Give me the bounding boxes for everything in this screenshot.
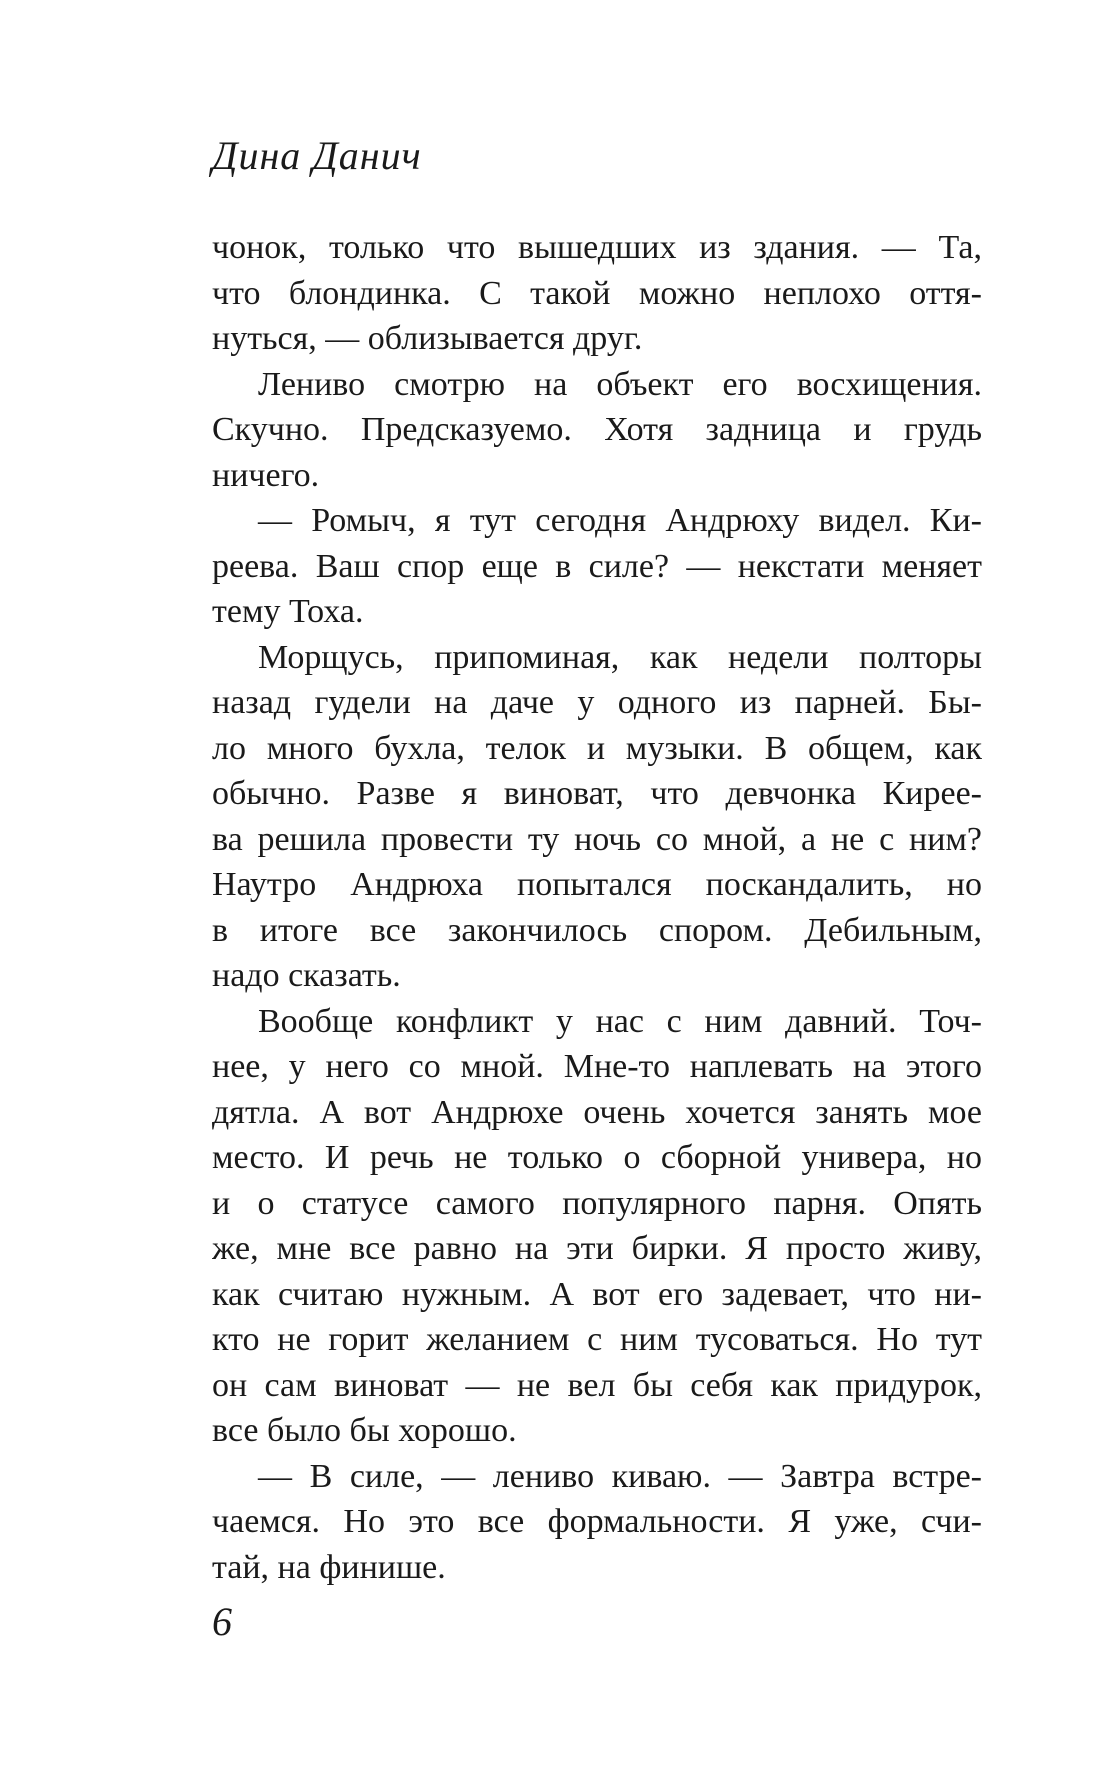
text-line: дятла. А вот Андрюхе очень хочется занять мое xyxy=(212,1093,982,1131)
text-line: же, мне все равно на эти бирки. Я просто живу, xyxy=(212,1230,982,1267)
page-number: 6 xyxy=(212,1599,232,1644)
text-line: кто не горит желанием с ним тусоваться. Но тут xyxy=(212,1321,982,1358)
text-line: и о статусе самого популярного парня. Опять xyxy=(212,1184,982,1222)
paragraph xyxy=(212,999,982,1454)
text-line: ва решила провести ту ночь со мной, а не с ним? xyxy=(212,820,982,858)
paragraph xyxy=(212,635,982,999)
text-line: надо сказать. xyxy=(212,957,401,994)
text-line: все было бы хорошо. xyxy=(212,1412,517,1449)
paragraph xyxy=(212,362,982,499)
text-line: ло много бухла, телок и музыки. В общем, как xyxy=(212,729,982,767)
text-line: чаемся. Но это все формальности. Я уже, счи- xyxy=(212,1503,982,1540)
text-line: — Ромыч, я тут сегодня Андрюху видел. Ки- xyxy=(258,502,982,539)
text-line: он сам виноват — не вел бы себя как придурок, xyxy=(212,1366,982,1404)
text-line: нуться, — облизывается друг. xyxy=(212,320,643,357)
text-line: реева. Ваш спор еще в силе? — некстати меняет xyxy=(212,547,982,585)
text-line: Вообще конфликт у нас с ним давний. Точ- xyxy=(258,1002,982,1040)
text-line: тай, на финише. xyxy=(212,1548,446,1586)
text-line: чонок, только что вышедших из здания. — Та, xyxy=(212,229,982,266)
text-line: назад гудели на даче у одного из парней. Бы- xyxy=(212,684,982,721)
text-line: как считаю нужным. А вот его задевает, что ни- xyxy=(212,1275,982,1313)
body-text xyxy=(212,225,982,1590)
text-line: обычно. Разве я виноват, что девчонка Киреe- xyxy=(212,775,982,812)
text-line: в итоге все закончилось спором. Дебильным, xyxy=(212,911,982,949)
paragraph xyxy=(212,498,982,635)
text-line: тему Тоха. xyxy=(212,593,364,630)
text-line: Наутро Андрюха попытался поскандалить, но xyxy=(212,866,982,903)
text-line: нее, у него со мной. Мне-то наплевать на этого xyxy=(212,1048,982,1085)
running-head-author: Дина Данич xyxy=(212,133,422,178)
paragraph xyxy=(212,1454,982,1591)
text-line: — В силе, — лениво киваю. — Завтра встре- xyxy=(258,1457,982,1495)
text-line: что блондинка. С такой можно неплохо оття- xyxy=(212,274,982,312)
text-line: место. И речь не только о сборной универа, но xyxy=(212,1139,982,1176)
text-line: Скучно. Предсказуемо. Хотя задница и грудь xyxy=(212,411,982,448)
paragraph xyxy=(212,225,982,362)
text-line: Морщусь, припоминая, как недели полторы xyxy=(258,638,982,676)
text-line: Лениво смотрю на объект его восхищения. xyxy=(258,365,982,403)
text-line: ничего. xyxy=(212,456,320,494)
